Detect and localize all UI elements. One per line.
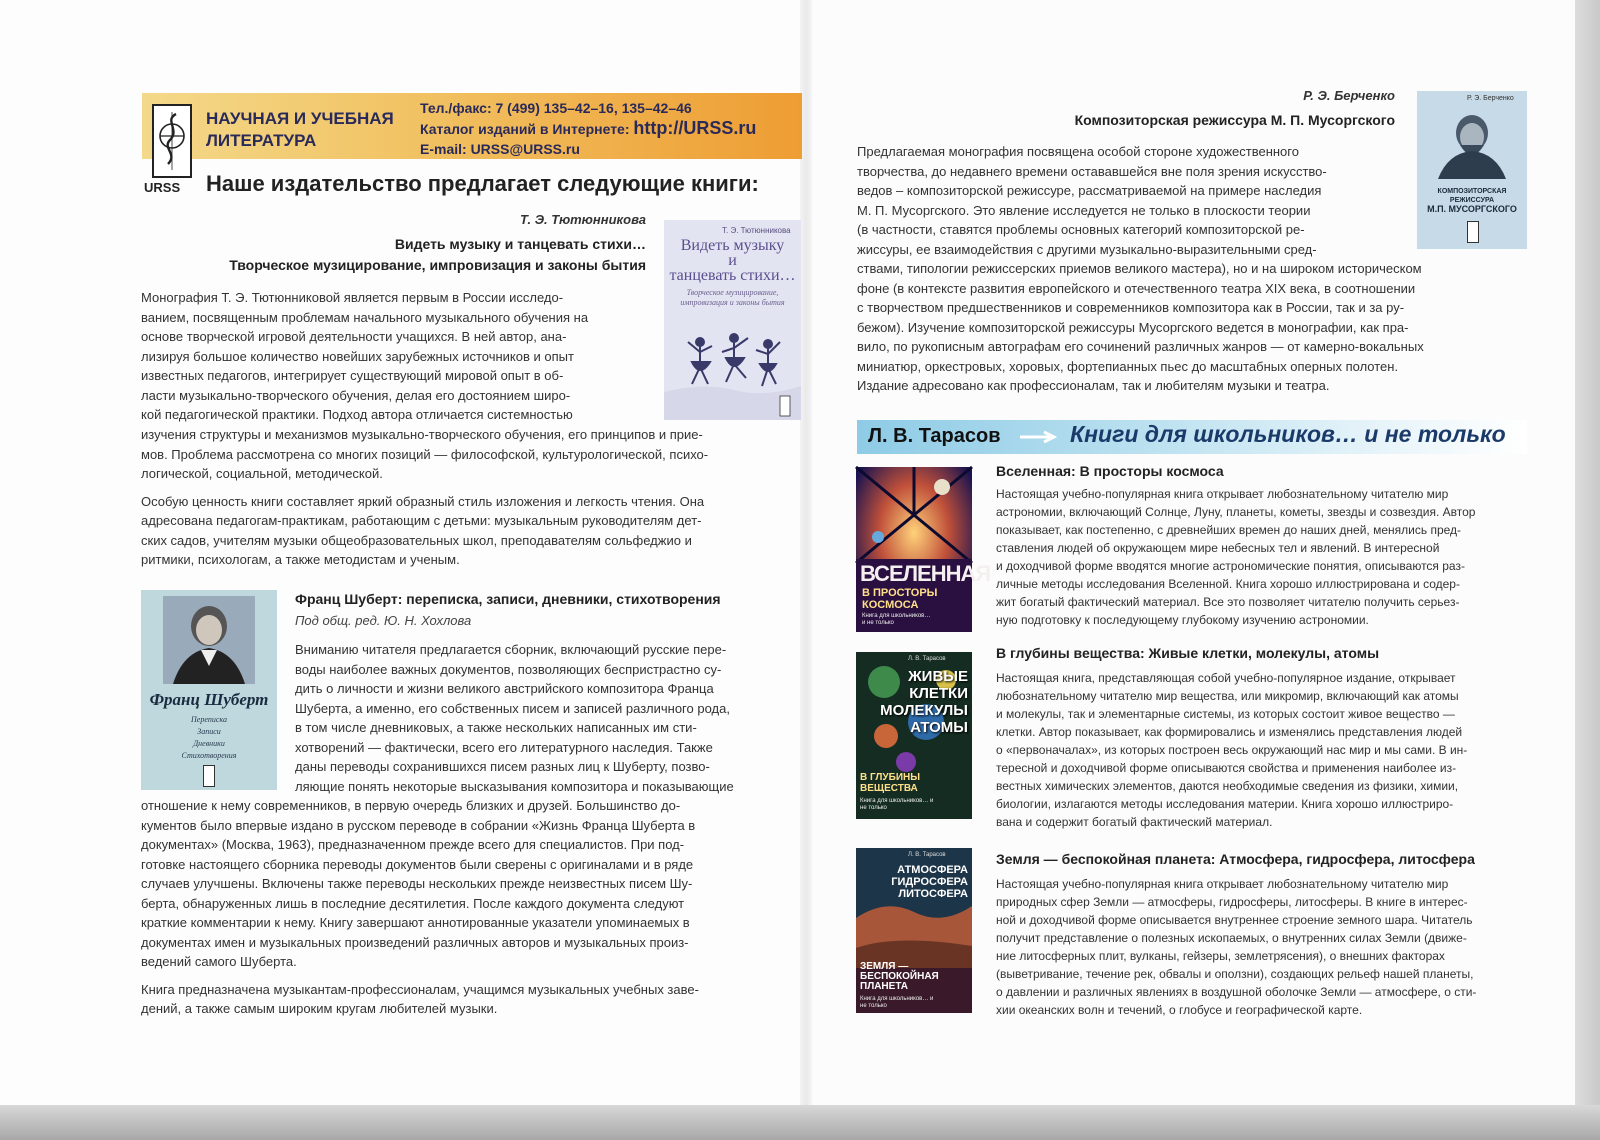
book2-line: ведений самого Шуберта. <box>141 954 297 969</box>
book3-cover-author: Р. Э. Берченко <box>1467 95 1514 102</box>
book4-line: и доходчивой форме вводятся многие астрономические понятия, описываются раз- <box>996 559 1465 573</box>
page-edge <box>1575 0 1600 1110</box>
publisher-name-line1: НАУЧНАЯ И УЧЕБНАЯ <box>206 109 394 128</box>
book1-line: ских садов, учителям музыки общеобразовательных школ, преподавателям сольфеджио и <box>141 532 692 548</box>
book2-line: документах имен и музыкальных произведений различных авторов и музыкальных произ- <box>141 934 689 950</box>
book1-line: кой педагогической практики. Подход автора отличается системностью <box>141 407 573 422</box>
book5-cover[interactable] <box>856 652 972 819</box>
book3-cover-title3: М.П. МУСОРГСКОГО <box>1427 204 1517 214</box>
book6-description <box>996 875 1527 1019</box>
book4-cover-title1: ВСЕЛЕННАЯ <box>860 561 991 586</box>
phone-line: Тел./факс: 7 (499) 135–42–16, 135–42–46 <box>420 100 692 116</box>
book2-line: в том числе дневниковых, а также нескольких написанных им сти- <box>295 720 697 735</box>
book2-line: краткие комментарии к нему. Книгу завершают аннотированные указатели упоминаемых в <box>141 915 690 930</box>
book3-line: фоне (в контексте развития европейского и отечественного театра XIX века, в соотношении <box>857 280 1416 296</box>
book5-description <box>996 669 1527 831</box>
book2-line: случаев улучшены. Включены также переводы нескольких прежде неизвестных писем Шу- <box>141 876 693 891</box>
book6-line: ние литосферных плит, вулканы, гейзеры, землетрясения), о внешних факторах <box>996 949 1445 963</box>
book1-cover-title2: и <box>728 252 737 269</box>
book3-line: ведов – композиторской режиссуре, рассматриваемой на примере наследия <box>857 183 1322 198</box>
book3-description-full <box>857 259 1527 396</box>
book6-cover-sub3: ПЛАНЕТА <box>860 981 909 992</box>
book4-line: Настоящая учебно-популярная книга открывает любознательному читателю мир <box>996 487 1449 501</box>
book3-line: ствами, типологии режиссерских приемов великого мастера), но и на широком историческом <box>857 261 1422 276</box>
catalog-url-link[interactable]: http://URSS.ru <box>633 118 757 138</box>
book2-cover-sub4: Стихотворения <box>181 751 237 760</box>
book1-line: лизируя большое количество новейших зарубежных источников и опыт <box>141 348 574 364</box>
book5-cover-sub2: ВЕЩЕСТВА <box>860 783 918 794</box>
book4-line: ставления людей об окружающем мире небесных тел и явлений. В интересной <box>996 541 1440 555</box>
book3-line: бежом). Изучение композиторской режиссуры Мусоргского ведется в монографии, как пра- <box>857 319 1409 335</box>
book2-cover-title: Франц Шуберт <box>149 690 269 709</box>
book1-line: логической, социальной, методической. <box>141 466 383 481</box>
book5-line: биологии, излагаются методы исследования материи. Книга хорошо иллюстриро- <box>996 797 1454 811</box>
book6-cover[interactable] <box>856 848 972 1013</box>
logo-text: URSS <box>144 180 181 195</box>
book4-line: личные методы исследования Вселенной. Книга хорошо иллюстрирована и содер- <box>996 577 1460 591</box>
book1-line: Особую ценность книги составляет яркий образный стиль изложения и легкость чтения. Она <box>141 493 705 509</box>
book6-cover-title2: ГИДРОСФЕРА <box>891 876 968 888</box>
book2-line: воды наиболее важных документов, позволяющих беспристрастно су- <box>295 661 722 677</box>
book3-title: Композиторская режиссура М. П. Мусоргского <box>1074 112 1395 128</box>
book1-line: изучения структуры и механизмов музыкально-творческого обучения, его принципов и прие- <box>141 427 703 442</box>
book6-line: природных сфер Земли — атмосферы, гидросферы, литосферы. В книге в интерес- <box>996 895 1468 909</box>
book1-line: основе творческой игровой деятельности учащихся. В ней автор, ана- <box>141 329 567 344</box>
book5-cover-author: Л. В. Тарасов <box>908 656 946 662</box>
book1-author: Т. Э. Тютюнникова <box>520 212 646 227</box>
book1-cover-title3: танцевать стихи… <box>669 267 796 284</box>
book2-line: документах» (Москва, 1963), предназначенном прежде всего для специалистов. При под- <box>141 837 685 852</box>
book2-cover[interactable] <box>141 590 277 790</box>
book1-line: известных педагогов, интегрирует существующий мировой опыт в об- <box>141 368 564 383</box>
book2-line: хотворений — фактически, всего его литературного наследия. Также <box>295 739 713 755</box>
catalog-label: Каталог изданий в Интернете: <box>420 121 634 137</box>
book4-line: жит богатый фактический материал. Все это позволяет читателю получить серьез- <box>996 595 1460 609</box>
book2-cover-subtitles <box>141 714 277 762</box>
book4-cover-title3: КОСМОСА <box>862 599 919 611</box>
book5-cover-title2: КЛЕТКИ <box>909 685 968 702</box>
book1-title-line1: Видеть музыку и танцевать стихи… <box>394 236 646 252</box>
publisher-name-line2: ЛИТЕРАТУРА <box>206 131 317 150</box>
book1-line: ванием, посвященным проблемам начального музыкального обучения на <box>141 309 589 325</box>
book2-line: кументов было впервые издано в русском переводе в собрании «Жизнь Франца Шуберта в <box>141 817 696 833</box>
book6-cover-title3: ЛИТОСФЕРА <box>898 888 968 900</box>
publisher-mark-icon <box>203 765 215 787</box>
series-title: Книги для школьников… и не только <box>1070 421 1506 447</box>
book1-line: ласти музыкально-творческого обучения, делая его достоянием широ- <box>141 387 571 403</box>
book6-line: ной и доходчивой форме описывается внутреннее строение земного шара. Читатель <box>996 913 1473 927</box>
book5-line: любознательному читателю мир вещества, или микромир, включающий как атомы <box>996 689 1459 703</box>
book3-line: вило, по рукописным автографам его сочинений различных жанров — от камерно-вокальных <box>857 339 1424 354</box>
book4-line: астрономии, включающий Солнце, Луну, планеты, кометы, звезды и созвездия. Автор <box>996 505 1476 519</box>
book6-cover-title <box>856 864 968 900</box>
book2-line: Книга предназначена музыкантам-профессионалам, учащимся музыкальных учебных заве- <box>141 981 699 997</box>
book3-cover-title <box>1417 187 1527 214</box>
urss-logo-icon <box>152 104 192 178</box>
book6-line: о давлении и различных явлениях в воздушной оболочке Земли — атмосфере, о сти- <box>996 985 1477 999</box>
book3-line: творчества, до недавнего времени остававшейся вне поля зрения искусство- <box>857 163 1327 179</box>
series-author: Л. В. Тарасов <box>868 425 1001 447</box>
book5-line: и молекулы, так и элементарные системы, из которых состоит живое вещество — <box>996 707 1455 721</box>
book6-line: Настоящая учебно-популярная книга открывает любознательному читателю мир <box>996 877 1449 891</box>
book5-cover-title4: АТОМЫ <box>910 719 968 736</box>
book6-cover-subtitle <box>860 962 939 992</box>
book2-line: Шуберта, а именно, его собственных писем и записей различного рода, <box>295 700 730 716</box>
book5-line: вана и содержит богатый фактический материал. <box>996 815 1273 829</box>
publisher-contacts <box>420 98 756 159</box>
book2-line: дений, а также самым широким кругам любителей музыки. <box>141 1001 498 1016</box>
book4-title: Вселенная: В просторы космоса <box>996 463 1224 479</box>
book1-cover-subtitle: Творческое музицирование, импровизация и законы бытия <box>680 288 785 307</box>
book2-line: даны переводы сохранившихся писем разных лиц к Шуберту, позво- <box>295 759 710 774</box>
book2-cover-sub3: Дневники <box>193 739 225 748</box>
book6-line: хии океанских волн и течений, о глобусе и географической карте. <box>996 1003 1363 1017</box>
book3-cover[interactable] <box>1417 91 1527 249</box>
book2-line: отношение к нему современников, в первую очередь близких и друзей. Большинство до- <box>141 798 681 813</box>
book1-cover-author: Т. Э. Тютюнникова <box>722 226 791 235</box>
book3-line: Предлагаемая монография посвящена особой стороне художественного <box>857 144 1299 159</box>
book6-line: получит представление о полезных ископаемых, о внутренних силах Земли (движе- <box>996 931 1467 945</box>
book4-description <box>996 485 1527 629</box>
dancers-illustration-icon <box>664 312 801 420</box>
book2-cover-sub2: Записи <box>197 727 221 736</box>
book3-cover-title1: КОМПОЗИТОРСКАЯ <box>1437 188 1507 195</box>
book2-line: готовке настоящего сборника переводы документов были сверены с оригиналами и в ряде <box>141 856 694 872</box>
email-link[interactable]: E-mail: URSS@URSS.ru <box>420 141 580 157</box>
book1-cover-title <box>664 238 801 283</box>
book5-line: о «первоначалах», из которых построен весь окружающий нас мир и мы сами. В ин- <box>996 743 1468 757</box>
mussorgsky-portrait-icon <box>1432 105 1512 179</box>
book4-cover-subtitle <box>862 587 937 611</box>
book4-cover[interactable] <box>856 467 991 632</box>
book5-cover-title3: МОЛЕКУЛЫ <box>880 702 968 719</box>
book1-cover-title1: Видеть музыку <box>680 237 785 254</box>
book5-cover-title <box>856 668 968 736</box>
book5-title: В глубины вещества: Живые клетки, молекулы, атомы <box>996 645 1380 661</box>
book2-editor: Под общ. ред. Ю. Н. Хохлова <box>295 613 472 628</box>
book5-line: вестных химических элементов, даются необходимые сведения из физики, химии, <box>996 779 1459 793</box>
book5-cover-series: Книга для школьников… и не только <box>860 798 934 811</box>
book6-cover-series: Книга для школьников… и не только <box>860 996 934 1009</box>
book6-cover-sub2: БЕСПОКОЙНАЯ <box>860 971 939 982</box>
book5-line: тересной и доходчивой форме описываются свойства и применения наиболее из- <box>996 761 1457 775</box>
book3-description <box>857 142 1407 259</box>
book2-title: Франц Шуберт: переписка, записи, дневники, стихотворения <box>295 591 721 607</box>
book6-cover-sub1: ЗЕМЛЯ — <box>860 961 909 972</box>
book2-cover-sub1: Переписка <box>191 715 227 724</box>
offer-heading: Наше издательство предлагает следующие книги: <box>206 171 759 196</box>
book1-cover[interactable] <box>664 220 801 420</box>
bottom-shadow <box>0 1105 1600 1140</box>
book1-description-full <box>141 425 803 570</box>
book2-line: дить о личности и жизни великого австрийского композитора Франца <box>295 681 714 696</box>
book2-description <box>295 640 803 796</box>
schubert-portrait-icon <box>163 596 255 684</box>
book5-cover-title1: ЖИВЫЕ <box>908 668 968 685</box>
publisher-mark-icon <box>1467 221 1479 243</box>
book3-line: (в частности, ставятся проблемы основных категорий композиторской ре- <box>857 222 1305 237</box>
book4-cover-series: Книга для школьников… и не только <box>862 613 931 626</box>
arrow-right-icon <box>1020 430 1060 444</box>
book2-line: берта, обнаруженных лишь в последние десятилетия. После каждого документа следуют <box>141 895 685 911</box>
book3-author: Р. Э. Берченко <box>1303 88 1395 103</box>
book2-description-full <box>141 796 803 1019</box>
book1-line: ритмики, психологам, а также методистам и ученым. <box>141 552 460 567</box>
book4-cover-title2: В ПРОСТОРЫ <box>862 587 938 599</box>
book3-cover-title2: РЕЖИССУРА <box>1449 197 1495 204</box>
book5-cover-sub1: В ГЛУБИНЫ <box>860 772 921 783</box>
book3-line: Издание адресовано как профессионалам, так и любителям музыки и театра. <box>857 378 1330 393</box>
book2-line: ляющие понять некоторые высказывания композитора и показывающие <box>295 778 734 794</box>
book6-cover-title1: АТМОСФЕРА <box>897 864 968 876</box>
book4-line: показывает, как постепенно, с древнейших времен до наших дней, менялись пред- <box>996 523 1462 537</box>
book6-title: Земля — беспокойная планета: Атмосфера, гидросфера, литосфера <box>996 851 1475 867</box>
book1-line: Монография Т. Э. Тютюнниковой является первым в России исследо- <box>141 290 564 305</box>
book5-line: клетки. Автор показывает, как формировались и изменялись представления людей <box>996 725 1463 739</box>
publisher-name <box>206 108 394 152</box>
book6-line: (выветривание, течение рек, обвалы и оползни), создающих рельеф нашей планеты, <box>996 967 1474 981</box>
book1-description <box>141 288 651 425</box>
catalog-line <box>420 118 756 139</box>
book5-line: Настоящая книга, представляющая собой учебно-популярное издание, открывает <box>996 671 1456 685</box>
book6-cover-author: Л. В. Тарасов <box>908 852 946 858</box>
book1-line: мов. Проблема рассмотрена со многих позиций — философской, культурологической, психо- <box>141 446 709 462</box>
book3-line: жиссуры, ее взаимодействия с другими музыкально-выразительными сред- <box>857 241 1317 257</box>
book1-title-line2: Творческое музицирование, импровизация и законы бытия <box>229 257 646 273</box>
book3-line: М. П. Мусоргского. Это явление исследуется не только в плоскости теории <box>857 202 1311 218</box>
book2-line: Вниманию читателя предлагается сборник, включающий русские пере- <box>295 642 727 657</box>
book4-line: ную подготовку к последующему глубокому изучению астрономии. <box>996 613 1369 627</box>
book3-line: миниатюр, оркестровых, хоровых, фортепианных пьес до масштабных оперных полотен. <box>857 358 1399 374</box>
book3-line: с творчеством предшественников и современников композитора как в России, так и за ру- <box>857 300 1405 315</box>
book5-cover-subtitle <box>860 772 920 794</box>
book1-line: адресована педагогам-практикам, работающим с детьми: музыкальным руководителям дет- <box>141 513 702 528</box>
